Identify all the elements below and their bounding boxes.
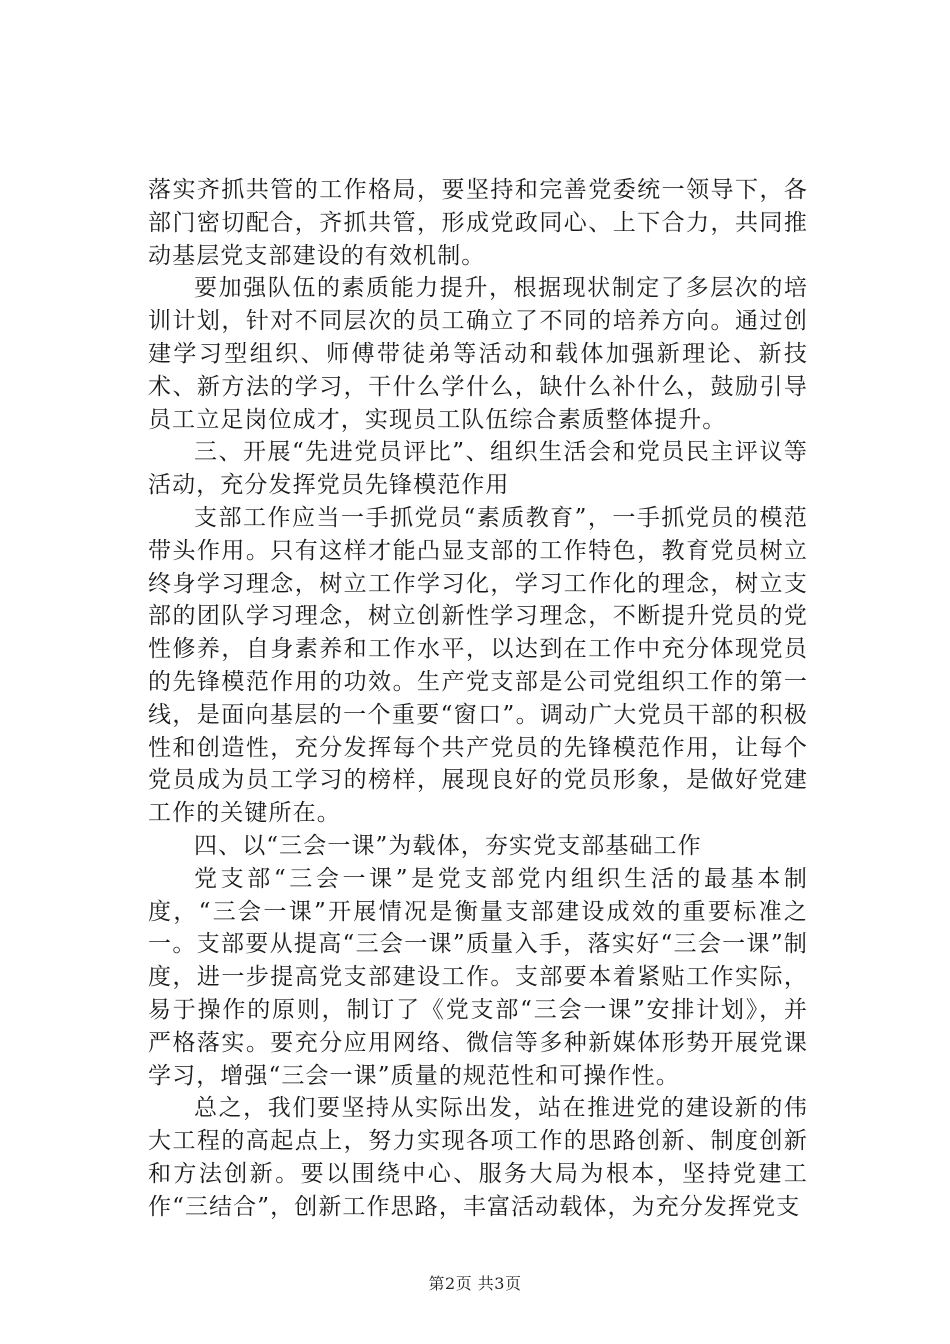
section-heading-3: 三、开展“先进党员评比”、组织生活会和党员民主评议等活动，充分发挥党员先锋模范作用 — [148, 439, 808, 499]
section-heading-4: 四、以“三会一课”为载体，夯实党支部基础工作 — [194, 832, 702, 859]
page-number-footer: 第2页 共3页 — [428, 1274, 522, 1293]
paragraph-continuation: 落实齐抓共管的工作格局，要坚持和完善党委统一领导下，各部门密切配合，齐抓共管，形成党政同心、上下合力，共同推动基层党支部建设的有效机制。 — [148, 177, 808, 269]
paragraph-three-meetings: 党支部“三会一课”是党支部党内组织生活的最基本制度，“三会一课”开展情况是衡量支部建设成效的重要标准之一。支部要从提高“三会一课”质量入手，落实好“三会一课”制度，进一步提高党支部建设工作。支部要本着紧贴工作实际，易于操作的原则，制订了《党支部“三会一课”安排计划》，并严格落实。要充分应用网络、微信等多种新媒体形势开展党课学习，增强“三会一课”质量的规范性和可操作性。 — [148, 865, 808, 1089]
paragraph-party-member-role: 支部工作应当一手抓党员“素质教育”，一手抓党员的模范带头作用。只有这样才能凸显支部的工作特色，教育党员树立终身学习理念，树立工作学习化，学习工作化的理念，树立支部的团队学习理念，树立创新性学习理念，不断提升党员的党性修养，自身素养和工作水平，以达到在工作中充分体现党员的先锋模范作用的功效。生产党支部是公司党组织工作的第一线，是面向基层的一个重要“窗口”。调动广大党员干部的积极性和创造性，充分发挥每个共产党员的先锋模范作用，让每个党员成为员工学习的榜样，展现良好的党员形象，是做好党建工作的关键所在。 — [148, 504, 808, 827]
document-body — [148, 174, 808, 1224]
paragraph-conclusion: 总之，我们要坚持从实际出发，站在推进党的建设新的伟大工程的高起点上，努力实现各项工作的思路创新、制度创新和方法创新。要以围绕中心、服务大局为根本，坚持党建工作“三结合”，创新工作思路，丰富活动载体，为充分发挥党支 — [148, 1095, 808, 1220]
paragraph-team-training: 要加强队伍的素质能力提升，根据现状制定了多层次的培训计划，针对不同层次的员工确立了不同的培养方向。通过创建学习型组织、师傅带徒弟等活动和载体加强新理论、新技术、新方法的学习，干什么学什么，缺什么补什么，鼓励引导员工立足岗位成才，实现员工队伍综合素质整体提升。 — [148, 275, 808, 433]
